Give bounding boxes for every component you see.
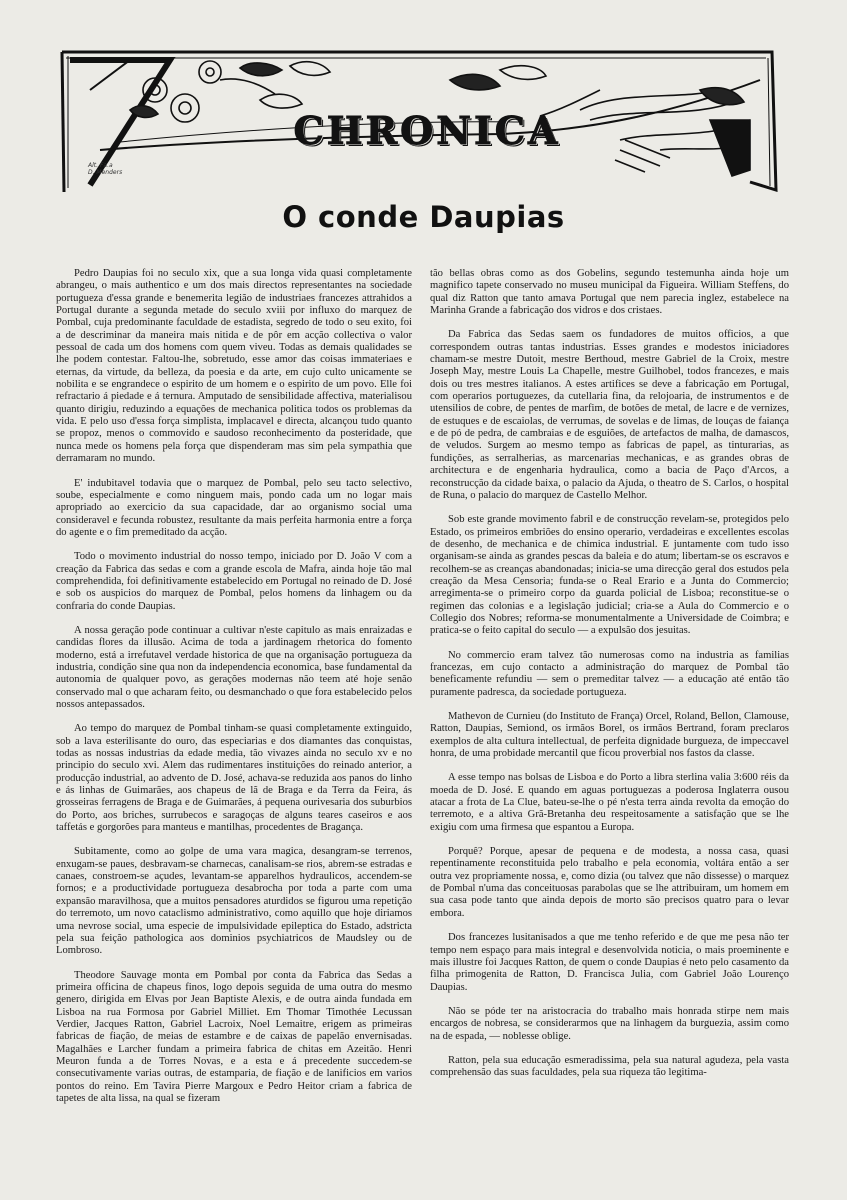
paragraph: tão bellas obras como as dos Gobelins, segundo testemunha ainda hoje um magnifico tapete conservado no museu municipal da Figueira. William Steffens, do qual diz Ratton que tanto amava Portugal que nem parecia inglez, estabelece na Marinha Grande a fabricação dos vidros e dos cristaes. <box>430 268 789 317</box>
article-column-left <box>56 268 412 1148</box>
artist-signature: Alt. Fa.a D. Menders <box>88 162 123 176</box>
paragraph: Da Fabrica das Sedas saem os fundadores de muitos officios, a que correspondem outras tantas industrias. Esses grandes e modestos iniciadores chamam-se mestre Dutoit, mestre Berthoud, mestre Gabriel de la Croix, mestre Joseph May, mestre Louis La Chapelle, mestre Guilhobel, todos francezes, e mais dois ou tres mestres italianos. A estes artifices se deve a fabricação em Portugal, com operarios portuguezes, da cutellaria fina, da relojoaria, de instrumentos e de utensilios de cobre, de pentes de marfim, de botões de metal, de lacre e de vernizes, de estuques e de escaiolas, de verrumas, de sovelas e de limas, de louças de faiança e de pó de pedra, de cambraias e de esguiões, de artefactos de malha, de damascos, de veludos. Surgem ao mesmo tempo as fabricas de papel, as tinturarias, as fundições, as serralherias, as marcenarias mechanicas, e as grandes obras de architectura e de engenharia hydraulica, como a bacia de Paço d'Arcos, a reconstrucção da cidade baixa, o palacio da Ajuda, o theatro de S. Carlos, o hospital de Runa, o palacio do marquez de Castello Melhor. <box>430 329 789 501</box>
paragraph: A esse tempo nas bolsas de Lisboa e do Porto a libra sterlina valia 3:600 réis da moeda de D. José. E quando em aguas portuguezas a poderosa Inglaterra ousou atacar a frota de La Clue, bateu-se-lhe o pé n'esta terra ainda revolta da emoção do terremoto, e a altiva Grã-Bretanha deu respeitosamente a satisfação que se lhe exigiu com uma firmesa que espantou a Europa. <box>430 772 789 833</box>
paragraph: Dos francezes lusitanisados a que me tenho referido e de que me pesa não ter tempo nem espaço para mais integral e desenvolvida noticia, o mais proeminente e mais illustre foi Jacques Ratton, de quem o conde Daupias é neto pelo casamento da filha primogenita de Ratton, D. Francisca Julia, com Gabriel João Lourenço Daupias. <box>430 932 789 993</box>
paragraph: No commercio eram talvez tão numerosas como na industria as familias francezas, em cujo contacto a administração do marquez de Pombal tão beneficamente refundiu — sem o premeditar talvez — a educação até então tão puramente padresca, da sociedade portugueza. <box>430 649 789 698</box>
banner-title: CHRONICA <box>293 108 561 153</box>
paragraph: Subitamente, como ao golpe de uma vara magica, desangram-se terrenos, enxugam-se paues, desbravam-se charnecas, canalisam-se rios, abrem-se estradas e canaes, constroem-se açudes, levantam-se apparelhos hydraulicos, accendem-se fornos; e a productividade portugueza desabrocha por toda a parte com uma expansão maravilhosa, que a muitos pensadores aturdidos se figurou uma repetição do terremoto, um novo cataclismo administrativo, como aquillo que hoje diriamos uma nevrose social, uma especie de impulsividade epileptica do Estado, adstricta pela sua feição pathologica aos dominios psychiatricos de Maudsley ou de Lombroso. <box>56 846 412 957</box>
paragraph: Todo o movimento industrial do nosso tempo, iniciado por D. João V com a creação da Fabrica das sedas e com a grande escola de Mafra, ainda hoje tão mal comprehendida, foi definitivamente estabelecido em Portugal no reinado de D. José e sob os auspicios do marquez de Pombal, pelos homens da linhagem ou da confraria do conde Daupias. <box>56 551 412 612</box>
paragraph: Theodore Sauvage monta em Pombal por conta da Fabrica das Sedas a primeira officina de chapeus finos, logo depois seguida de uma outra do mesmo genero, dirigida em Elvas por Jean Baptiste Alexis, e de outra ainda fundada em Lisboa na rua Formosa por Gabriel Milliet. Em Thomar Timothée Lecussan Verdier, Jacques Ratton, Gabriel Lacroix, Noel Lemaitre, erigem as primeiras fabricas de fiação, de meias de estambre e de caixas de papelão envernisadas. Magalhães e Larcher fundam a primeira fabrica de chitas em Azeitão. Henri Meuron funda a de Torres Novas, e a esta e á precedente succedem-se consecutivamente varias outras, de estamparia, de fiação e de lanificios em varios pontos do reino. Em Tavira Pierre Margoux e Pedro Heitor criam a fabrica de tapetes de alta lissa, na qual se fizeram <box>56 969 412 1104</box>
article-column-right <box>430 268 789 1148</box>
chronica-header-banner <box>60 50 778 192</box>
paragraph: Não se póde ter na aristocracia do trabalho mais honrada stirpe nem mais encargos de nobresa, se considerarmos que na linhagem da burguezia, assim como na de espada, — noblesse oblige. <box>430 1005 789 1042</box>
paragraph: E' indubitavel todavia que o marquez de Pombal, pelo seu tacto selectivo, soube, especialmente e como ninguem mais, pondo cada um no logar mais apropriado ao exercicio da sua capacidade, dar ao organismo social uma consideravel e fecunda robustez, resultante da mais perfeita harmonia entre a força do agente e o fim premeditado da acção. <box>56 477 412 538</box>
article-title: O conde Daupias <box>282 200 565 234</box>
paragraph: Pedro Daupias foi no seculo xix, que a sua longa vida quasi completamente abrangeu, o mais authentico e um dos mais directos representantes na sociedade portugueza d'essa grande e benemerita legião de industriaes francezes attrahidos a Portugal durante a segunda metade do seculo xviii por influxo do marquez de Pombal, cuja predominante faculdade de estadista, segredo de todo o seu exito, foi a de descriminar da maneira mais nitida e de pôr em acção collectiva o valor pessoal de cada um dos homens com quem viveu. Todas as demais qualidades se lhe podem contestar. Faltou-lhe, sobretudo, esse amor das coisas immateriaes e eternas, da virtude, da belleza, da poesia e da arte, em cujo culto unicamente se nobilita e se engrandece o espirito de um homem e o espirito de um povo. Elle foi refractario á piedade e á ternura. Amputado de sensibilidade affectiva, materialisou quanto dirigiu, reduzindo a equações de mechanica politica todos os problemas da vida. E pelo uso d'essa força simplista, implacavel e directa, alcançou tudo quanto se propoz, menos o commovido e saudoso reconhecimento da posteridade, que nunca mede os homens pela força que dispenderam mas sim pela sympathia que derramaram no mundo. <box>56 268 412 465</box>
paragraph: Mathevon de Curnieu (do Instituto de França) Orcel, Roland, Bellon, Clamouse, Ratton, Daupias, Semiond, os irmãos Borel, os irmãos Bertrand, foram preclaros exemplos de alta cultura intellectual, de perfeita dignidade burgueza, de impeccavel honra, de uma probidade mercantil que ficou proverbial nos fastos da classe. <box>430 711 789 760</box>
paragraph: Porquê? Porque, apesar de pequena e de modesta, a nossa casa, quasi repentinamente reconstituida pelo trabalho e pela economia, voltára então a ser outra vez propriamente nossa, e, como dizia (ou talvez que não dissesse) o marquez de Pombal n'uma das conceituosas parabolas que se lhe attribuiram, um homem em sua casa pode tanto que ainda depois de morto são precisos quatro para o levar embora. <box>430 846 789 919</box>
paragraph: Sob este grande movimento fabril e de construcção revelam-se, protegidos pelo Estado, os primeiros embriões do ensino operario, verdadeiras e excellentes escolas de desenho, de mechanica e de chimica industrial. E juntamente com tudo isso organisam-se ainda as grandes pescas da baleia e do atum; libertam-se os escravos e recolhem-se as creanças abandonadas; inicia-se uma direcção geral dos estudos pela creação da Mesa Censoria; funda-se o Real Erario e a Junta do Commercio; arregimenta-se o primeiro corpo da guarda policial de Lisboa; reconstitue-se o regimen das colonias e a legislação judicial; cria-se a Aula do Commercio e o Collegio dos Nobres; reforma-se monumentalmente a Universidade de Coimbra; e pratica-se o feito capital do seculo — a expulsão dos jesuitas. <box>430 514 789 637</box>
paragraph: Ratton, pela sua educação esmeradissima, pela sua natural agudeza, pela vasta comprehensão das suas faculdades, pela sua riqueza tão legitima- <box>430 1054 789 1079</box>
paragraph: A nossa geração pode continuar a cultivar n'este capitulo as mais enraizadas e candidas flores da illusão. Acima de toda a jardinagem rhetorica do fomento moderno, está a irrefutavel verdade historica de que na organisação portugueza da industria, condição sine qua non da independencia economica, base fundamental da autonomia de qualquer povo, as gerações modernas não teem até hoje senão conservado mal o que acharam feito, ou desmanchado o que fora estabelecido pelos nossos antepassados. <box>56 624 412 710</box>
paragraph: Ao tempo do marquez de Pombal tinham-se quasi completamente extinguido, sob a lava esterilisante do ouro, das especiarias e dos diamantes das conquistas, todas as nossas industrias da edade media, tão vivazes ainda no seculo xv e no principio do seculo xvi. Alem das rudimentares instituições do reinado anterior, a producção industrial, ao advento de D. José, achava-se reduzida aos panos do linho e ás linhas de Guimarães, aos chapeus de lã de Braga e da Terra da Feira, ás grosseiras ferragens de Braga e de Guimarães, á pequena ourivesaria dos suburbios do Porto, aos briches, surrubecos e saragoças de alguns teares caseiros e aos taffetás e gorgorões para manteus e mantilhas, procedentes de Bragança. <box>56 723 412 834</box>
